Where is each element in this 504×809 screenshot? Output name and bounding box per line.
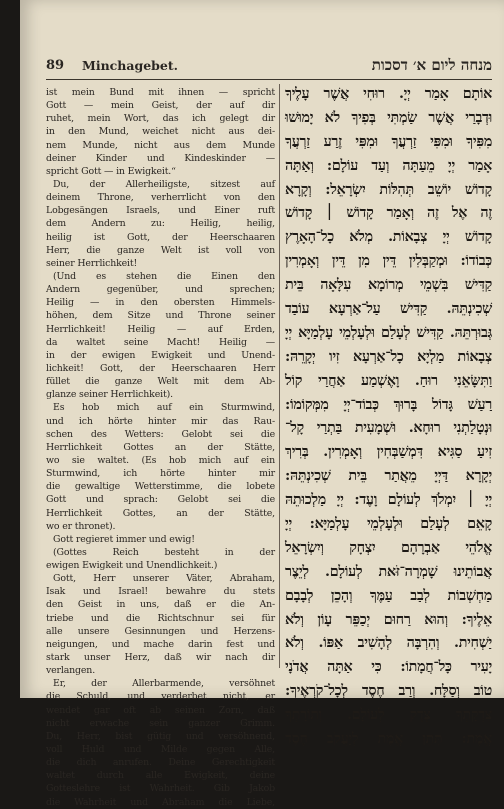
hebrew-text-line: צִדְקָתְךָ צֶדֶק לְעוֹלָם. וְתוֹרָתְךָ: [285, 707, 492, 724]
german-text-line: Gott und sprach: Gelobt sei die: [46, 494, 275, 506]
german-text-line: waltet durch alle Ewigkeit, deine: [46, 770, 275, 782]
hebrew-text-line: אֱמֶת: תִּתֵּן אֱמֶת לְיַעֲקֹב חֶסֶד: [285, 731, 492, 748]
hebrew-text-line: וּנְטָלַתְנִי רוּחָא. וּשְׁמָעִית בַּתְרַי קָל־: [285, 420, 492, 437]
german-text-line: lichkeit! Gott, der Heerschaaren Herr: [46, 362, 275, 374]
german-text-line: Herrlichkeit Gottes an der Stätte,: [46, 441, 275, 453]
german-text-line: Es hob mich auf ein Sturmwind,: [53, 402, 275, 414]
german-text-line: in der ewigen Ewigkeit und Unend-: [46, 349, 275, 361]
german-text-line: Er, der Allerbarmende, versöhnet: [53, 678, 275, 690]
german-text-line: und ich hörte hinter mir das Rau-: [46, 415, 275, 427]
hebrew-text-line: רַעַשׁ גָּדוֹל בָּרוּךְ כְּבוֹד־יְיָ מִמְּקוֹמוֹ:: [285, 396, 492, 413]
hebrew-text-line: קָדוֹשׁ יְיָ צְבָאוֹת. מְלֹא כָל־הָאָרֶץ: [285, 229, 492, 246]
page-number: 89: [46, 58, 65, 73]
hebrew-text-line: יַשְׁחִית. וְהִרְבָּה לְהָשִׁיב אַפּוֹ. וְלֹא: [285, 635, 492, 652]
hebrew-text-line: אֱלֹהֵי אַבְרָהָם יִצְחָק וְיִשְׂרָאֵל: [285, 539, 492, 556]
german-text-line: seiner Herrlichkeit!: [46, 257, 138, 269]
german-text-line: da waltet seine Macht! Heilig —: [46, 336, 275, 348]
german-text-line: Gott regieret immer und ewig!: [53, 533, 195, 545]
german-text-line: nicht erwache sein ganzer Grimm.: [46, 717, 275, 729]
german-text-line: glanze seiner Herrlichkeit).: [46, 389, 173, 401]
german-text-line: Herr, die ganze Welt ist voll von: [46, 244, 275, 256]
book-page: [20, 0, 504, 808]
german-text-line: heilig ist Gott, der Heerschaaren: [46, 231, 275, 243]
german-text-line: Du, der Allerheiligste, sitzest auf: [53, 178, 275, 190]
hebrew-text-line: כְּבוֹדוֹ: וּמְקַבְּלִין דֵּין מִן דֵּין וְאָמְרִין: [285, 253, 492, 270]
hebrew-text-line: אֵלֶיךָ: וְהוּא רַחוּם יְכַפֵּר עָוֹן וְלֹא: [285, 611, 492, 628]
german-text-line: deinem Throne, verherrlicht von den: [46, 192, 275, 204]
german-text-line: die gewaltige Wetterstimme, die lobete: [46, 481, 275, 493]
header-rule: [46, 79, 492, 80]
german-text-line: die dich anrufen. Deine Gerechtigkeit: [46, 757, 275, 769]
german-text-line: alle unsere Gesinnungen und Herzens-: [46, 625, 275, 637]
german-text-line: ewigen Ewigkeit und Unendlichkeit.): [46, 560, 218, 572]
german-text-line: deiner Kinder und Kindeskinder —: [46, 152, 275, 164]
german-text-line: wendet gar oft ab seinen Zorn, daß: [46, 704, 275, 716]
german-text-line: Sturmwind, ich hörte hinter mir: [46, 468, 275, 480]
german-text-line: neigungen, und mache darin fest und: [46, 638, 275, 650]
hebrew-text-line: זִיעַ סַגִּיא דִּמְשַׁבְּחִין וְאָמְרִין. בְּרִיךְ: [285, 444, 492, 461]
hebrew-text-line: זֶה אֶל זֶה וְאָמַר קָדוֹשׁ ׀ קָדוֹשׁ: [285, 205, 492, 222]
hebrew-text-line: וַתִּשָּׂאֵנִי רוּחַ. וָאֶשְׁמַע אַחֲרַי קוֹל: [285, 372, 492, 389]
hebrew-text-line: גְּבוּרְתֵּהּ. קַדִּישׁ לְעָלַם וּלְעָלְמֵי עָלְמַיָּא יְיָ: [285, 324, 492, 341]
german-translation-column: [46, 86, 275, 808]
german-text-line: stark unser Herz, daß wir nach dir: [46, 652, 275, 664]
german-text-line: die Schuld, und verderbet nicht, er: [46, 691, 275, 703]
german-text-line: (Und es stehen die Einen den: [53, 270, 275, 282]
running-title-german: Minchagebet.: [82, 58, 178, 73]
german-text-line: Herrlichkeit Gottes, an der Stätte,: [46, 507, 275, 519]
hebrew-text-line: אוֹתָם אָמַר יְיָ. רוּחִי אֲשֶׁר עָלֶיךָ: [285, 86, 492, 102]
hebrew-text-line: יְקָרָא דַּיְיָ מֵאֲתַר בֵּית שְׁכִינְתֵּהּ:: [285, 468, 492, 485]
german-text-line: (Gottes Reich besteht in der: [53, 546, 275, 558]
german-text-line: Lobgesängen Israels, und Einer ruft: [46, 205, 275, 217]
german-text-line: Du, Herr, bist gütig und versöhnend,: [46, 730, 275, 742]
page-header: [46, 58, 492, 78]
hebrew-text-line: צְבָאוֹת מַלְיָא כָל־אַרְעָא זִיו יְקָרֵהּ:: [285, 348, 492, 365]
hebrew-text-line: אֲבוֹתֵינוּ שָׁמְרָה־זֹּאת לְעוֹלָם. לְיֵצֶר: [285, 563, 492, 580]
german-text-line: voll Huld und Milde gegen Alle,: [46, 744, 275, 756]
german-text-line: ist mein Bund mit ihnen — spricht: [46, 87, 275, 98]
german-text-line: nem Munde, nicht aus dem Munde: [46, 139, 275, 151]
german-text-line: Heilig — in den obersten Himmels-: [46, 297, 275, 309]
german-text-line: verlangen.: [46, 665, 96, 677]
german-text-line: Isak und Israel! bewahre du stets: [46, 586, 275, 598]
german-text-line: Gott, Herr unserer Väter, Abraham,: [53, 573, 275, 585]
hebrew-text-line: טוֹב וְסַלָּח. וְרַב חֶסֶד לְכָל־קֹרְאֶיךָ:: [285, 683, 492, 700]
column-divider: [279, 84, 280, 668]
german-text-line: wo er thronet).: [46, 520, 116, 532]
hebrew-text-line: וּדְבָרַי אֲשֶׁר שַׂמְתִּי בְּפִיךָ לֹא יָמוּשׁוּ: [285, 109, 492, 126]
hebrew-text-column: [285, 83, 492, 748]
german-text-line: höhen, dem Sitze und Throne seiner: [46, 310, 275, 322]
german-text-line: Gott — mein Geist, der auf dir: [46, 100, 275, 112]
german-text-line: Gotteslehre ist Wahrheit. Gib Jakob: [46, 783, 275, 795]
hebrew-text-line: קָאֵם לְעָלַם וּלְעָלְמֵי עָלְמַיָּא: יְיָ: [285, 516, 492, 533]
german-text-line: spricht Gott — in Ewigkeit.“: [46, 165, 176, 177]
german-text-line: ruhet, mein Wort, das ich gelegt dir: [46, 113, 275, 125]
running-title-hebrew: מנחה ליום א׳ דסכות: [371, 56, 492, 74]
german-text-line: füllet die ganze Welt mit dem Ab-: [46, 376, 275, 388]
hebrew-text-line: קָדוֹשׁ יוֹשֵׁב תְּהִלּוֹת יִשְׂרָאֵל: וְקָרָא: [285, 181, 492, 198]
german-text-line: wo sie waltet. (Es hob mich auf ein: [46, 454, 275, 466]
german-text-line: in den Mund, weichet nicht aus dei-: [46, 126, 275, 138]
hebrew-text-line: מִפִּיךָ וּמִפִּי זַרְעֲךָ וּמִפִּי זֶרַע זַרְעֲךָ: [285, 133, 492, 150]
hebrew-text-line: מַחְשְׁבוֹת לְבַב עַמֶּךָ וְהָכֵן לְבָבָם: [285, 587, 492, 604]
german-text-line: Herrlichkeit! Heilig — auf Erden,: [46, 323, 275, 335]
german-text-line: dem Andern zu: Heilig, heilig,: [46, 218, 275, 230]
german-text-line: triebe und die Richtschnur sei für: [46, 612, 275, 624]
hebrew-text-line: שְׁכִינְתֵּהּ. קַדִּישׁ עַל־אַרְעָא עוֹבַד: [285, 301, 492, 318]
hebrew-text-line: יְיָ ׀ יִמְלֹךְ לְעוֹלָם וָעֶד: יְיָ מַלְכוּתֵהּ: [285, 492, 492, 509]
german-text-line: die Wahrheit und Abraham die Liebe,: [46, 796, 275, 808]
german-text-line: schen des Wetters: Gelobt sei die: [46, 428, 275, 440]
hebrew-text-line: יָעִיר כָּל־חֲמָתוֹ: כִּי אַתָּה אֲדֹנָי: [285, 659, 492, 676]
german-text-line: Andern gegenüber, und sprechen;: [46, 284, 275, 296]
hebrew-text-line: קַדִּישׁ בִּשְׁמֵי מְרוֹמָא עִלָּאָה בֵּית: [285, 277, 492, 294]
hebrew-text-line: אָמַר יְיָ מֵעַתָּה וְעַד עוֹלָם: וְאַתָּה: [285, 157, 492, 174]
german-text-line: den Geist in uns, daß er die An-: [46, 599, 275, 611]
